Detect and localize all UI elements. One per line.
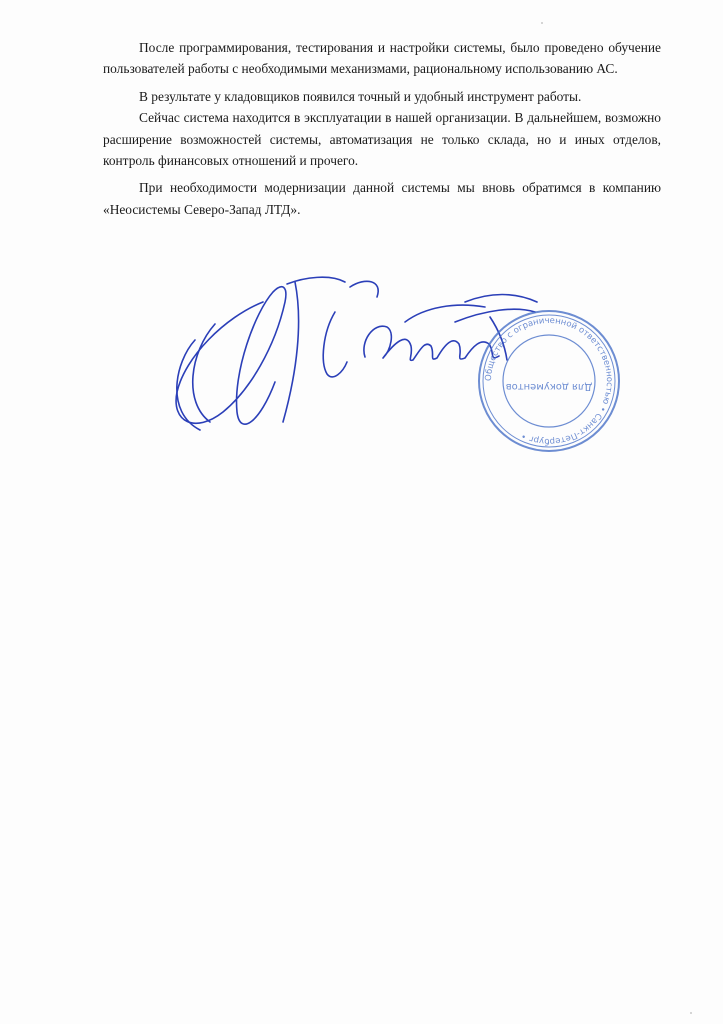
scan-speck: [541, 22, 543, 24]
paragraph-result: В результате у кладовщиков появился точный и удобный инструмент работы.: [139, 88, 582, 104]
paragraph-future-cooperation: При необходимости модернизации данной системы мы вновь обратимся в компанию «Неосистемы Северо-Запад ЛТД».: [103, 180, 661, 217]
scan-speck: [690, 1012, 692, 1014]
paragraph-training: После программирования, тестирования и настройки системы, было проведено обучение пользователей работы с необходимыми механизмами, рациональному использованию АС.: [103, 40, 661, 77]
stamp-center-text: Для документов: [505, 381, 593, 392]
company-stamp: [474, 306, 624, 456]
paragraph-current-status: Сейчас система находится в эксплуатации в нашей организации. В дальнейшем, возможно расширение возможностей системы, автоматизация не только склада, но и иных отделов, контроль финансовых отношений и прочего.: [103, 110, 661, 169]
document-body: [103, 37, 661, 220]
stamp-ring-text: Общество с ограниченной ответственностью • Санкт-Петербург •: [483, 315, 615, 447]
